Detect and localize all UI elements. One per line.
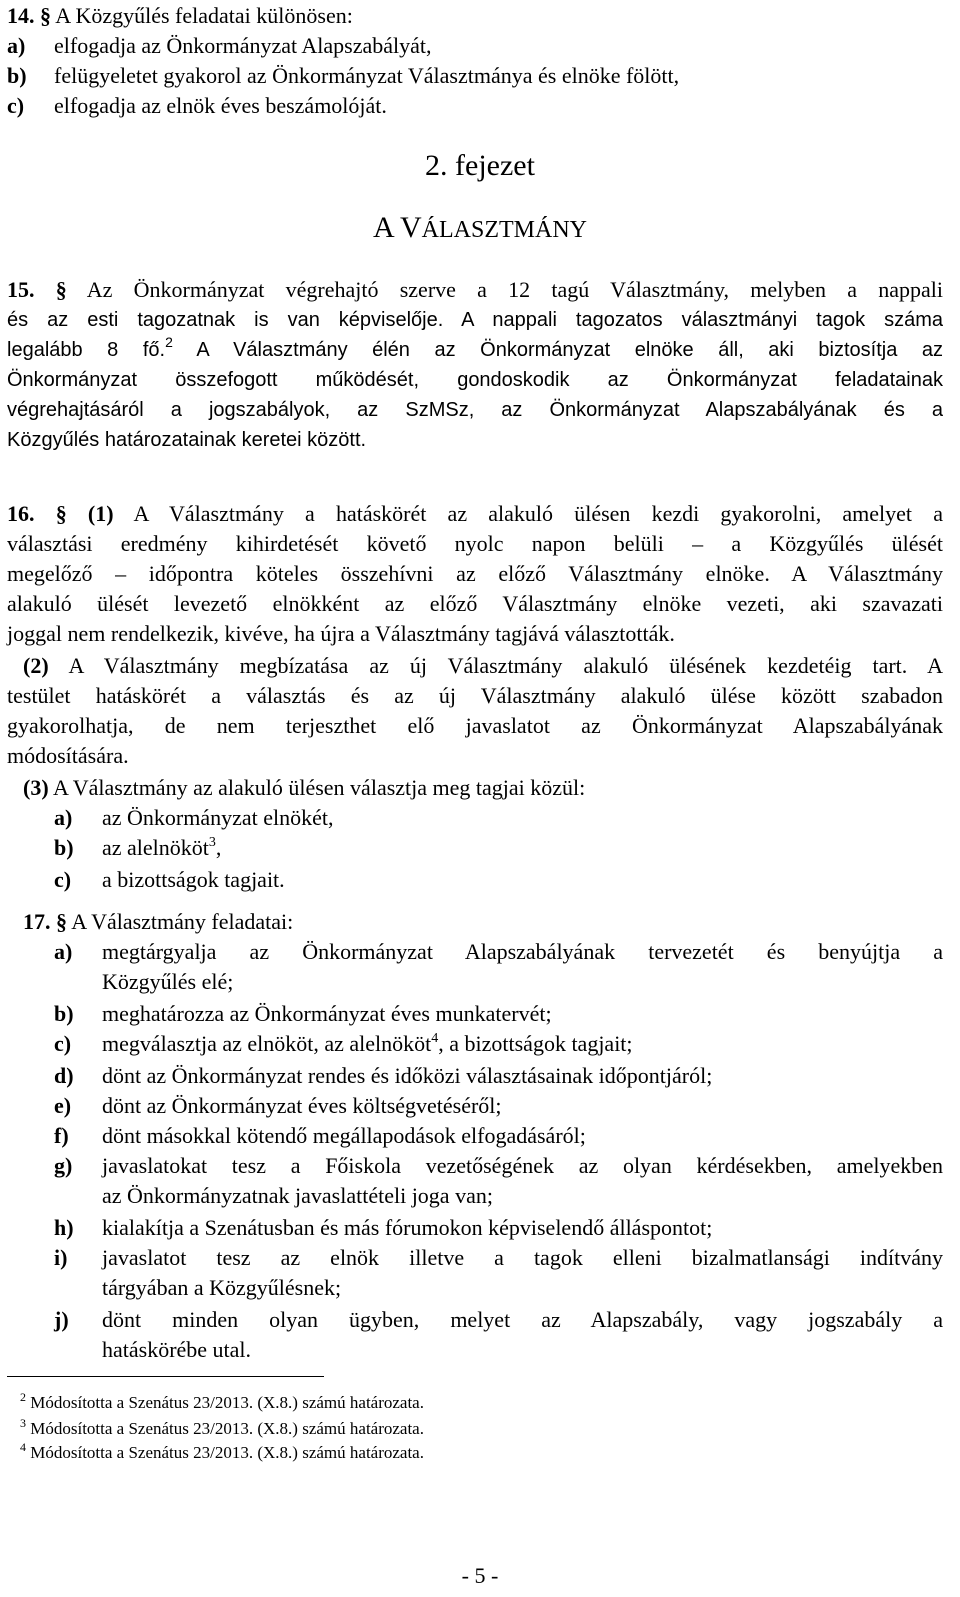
item-label: d) — [54, 1063, 74, 1088]
text-line: joggal nem rendelkezik, kivéve, ha újra a Választmány tagjává választották. — [7, 621, 675, 646]
section-sign: § — [40, 3, 51, 28]
item-text — [102, 1030, 633, 1058]
section-intro: A Választmány feladatai: — [71, 909, 294, 934]
item-label: c) — [7, 93, 25, 118]
section-17-heading — [23, 908, 293, 936]
section-16-line-1 — [7, 500, 943, 528]
footnote — [20, 1392, 424, 1414]
text-line: megelőző – időpontra köteles összehívni az előző Választmány elnöke. A Választmány — [7, 561, 943, 586]
footnote-text: Módosította a Szenátus 23/2013. (X.8.) számú határozata. — [30, 1393, 424, 1412]
text-line: gyakorolhatja, de nem terjeszthet elő javaslatot az Önkormányzat Alapszabályának — [7, 713, 943, 738]
item-text: a bizottságok tagjait. — [102, 867, 285, 892]
paragraph-label: (1) — [87, 501, 114, 526]
item-text: dönt másokkal kötendő megállapodások elfogadásáról; — [102, 1123, 586, 1148]
section-14-heading — [7, 2, 353, 30]
section-number: 16. — [7, 501, 35, 526]
item-label: h) — [54, 1215, 74, 1240]
item-text: elfogadja az elnök éves beszámolóját. — [54, 93, 387, 118]
item-text: felügyeletet gyakorol az Önkormányzat Választmánya és elnöke fölött, — [54, 63, 680, 88]
text-segment: A Választmány az alakuló ülésen választja meg tagjai közül: — [52, 775, 586, 800]
section-sign: § — [56, 909, 67, 934]
item-text: javaslatokat tesz a Főiskola vezetőségének az olyan kérdésekben, amelyekben — [102, 1153, 943, 1178]
text-line: végrehajtásáról a jogszabályok, az SzMSz, az Önkormányzat Alapszabályának és a — [7, 399, 943, 421]
item-label: b) — [54, 835, 74, 860]
footnote-number: 4 — [20, 1440, 26, 1454]
item-label: c) — [54, 1031, 72, 1056]
text-line: és az esti tagozatnak is van képviselője. A nappali tagozatos választmányi tagok száma — [7, 309, 943, 331]
paragraph-label: (2) — [23, 653, 49, 678]
section-number: 17. — [23, 909, 51, 934]
footnote-ref: 3 — [208, 835, 216, 850]
footnote-text: Módosította a Szenátus 23/2013. (X.8.) számú határozata. — [30, 1443, 424, 1462]
item-label: b) — [7, 63, 27, 88]
section-sign: § — [55, 277, 67, 302]
chapter-number: 2. fejezet — [425, 149, 535, 182]
item-text: az Önkormányzatnak javaslattételi joga van; — [102, 1183, 493, 1208]
text-line: Önkormányzat összefogott működését, gondoskodik az Önkormányzat feladatainak — [7, 369, 943, 391]
text-segment: A Választmány a hatáskörét az alakuló ülésen kezdi gyakorolni, amelyet a — [133, 501, 943, 526]
section-number: 14. — [7, 3, 35, 28]
item-text: tárgyában a Közgyűlésnek; — [102, 1275, 342, 1300]
section-sign: § — [55, 501, 67, 526]
footnote-ref: 2 — [165, 334, 173, 350]
item-text: az Önkormányzat elnökét, — [102, 805, 334, 830]
text-segment: megválasztja az elnököt, az alelnököt — [102, 1031, 432, 1056]
item-text: dönt minden olyan ügyben, melyet az Alapszabály, vagy jogszabály a — [102, 1307, 943, 1332]
text-line: testület hatáskörét a választás és az új Választmány alakuló ülése között szabadon — [7, 683, 943, 708]
item-label: g) — [54, 1153, 73, 1178]
item-label: a) — [54, 939, 73, 964]
text-line-with-footnote — [7, 336, 943, 364]
item-text: javaslatot tesz az elnök illetve a tagok elleni bizalmatlansági indítvány — [102, 1245, 943, 1270]
paragraph-3-intro — [23, 774, 585, 802]
item-text: elfogadja az Önkormányzat Alapszabályát, — [54, 33, 432, 58]
item-text: kialakítja a Szenátusban és más fórumokon képviselendő álláspontot; — [102, 1215, 713, 1240]
text-line: módosítására. — [7, 743, 129, 768]
text-line: alakuló ülését levezető elnökként az előző Választmány elnöke vezeti, aki szavazati — [7, 591, 943, 616]
item-label: e) — [54, 1093, 72, 1118]
footnote-ref: 4 — [431, 1031, 439, 1046]
footnote-number: 2 — [20, 1390, 26, 1404]
item-label: f) — [54, 1123, 69, 1148]
text-line: választási eredmény kihirdetését követő nyolc napon belüli – a Közgyűlés ülését — [7, 531, 943, 556]
item-label: i) — [54, 1245, 68, 1270]
chapter-title-first: A V — [373, 211, 422, 244]
item-label: a) — [54, 805, 73, 830]
chapter-title-rest: ÁLASZTMÁNY — [421, 217, 587, 243]
section-15-line-1 — [7, 276, 943, 304]
footnote — [20, 1442, 424, 1464]
text-segment: , — [215, 835, 222, 860]
text-segment: A Választmány élén az Önkormányzat elnöke áll, aki biztosítja az — [196, 339, 943, 361]
text-segment: , a bizottságok tagjait; — [438, 1031, 633, 1056]
item-text — [102, 834, 221, 862]
page-number: - 5 - — [461, 1563, 499, 1588]
item-label: c) — [54, 867, 72, 892]
text-line: Közgyűlés határozatainak keretei között. — [7, 429, 367, 451]
item-text: meghatározza az Önkormányzat éves munkatervét; — [102, 1001, 552, 1026]
item-text: dönt az Önkormányzat rendes és időközi választásainak időpontjáról; — [102, 1063, 713, 1088]
paragraph-label: (3) — [23, 775, 49, 800]
section-intro: A Közgyűlés feladatai különösen: — [55, 3, 353, 28]
text-segment: A Választmány megbízatása az új Választmány alakuló ülésének kezdetéig tart. A — [68, 653, 943, 678]
text-segment: legalább 8 fő. — [7, 339, 166, 361]
chapter-title — [0, 210, 960, 248]
footnote — [20, 1418, 424, 1440]
section-number: 15. — [7, 277, 35, 302]
item-label: j) — [54, 1307, 69, 1332]
footnote-text: Módosította a Szenátus 23/2013. (X.8.) számú határozata. — [30, 1419, 424, 1438]
paragraph-2-line-1 — [23, 652, 943, 680]
footnote-separator — [7, 1376, 324, 1377]
text-line: Az Önkormányzat végrehajtó szerve a 12 tagú Választmány, melyben a nappali — [86, 277, 944, 302]
item-label: a) — [7, 33, 26, 58]
footnote-number: 3 — [20, 1416, 26, 1430]
item-text: dönt az Önkormányzat éves költségvetéséről; — [102, 1093, 502, 1118]
item-text: hatáskörébe utal. — [102, 1337, 252, 1362]
item-text: Közgyűlés elé; — [102, 969, 234, 994]
text-segment: az alelnököt — [102, 835, 209, 860]
item-label: b) — [54, 1001, 74, 1026]
item-text: megtárgyalja az Önkormányzat Alapszabályának tervezetét és benyújtja a — [102, 939, 943, 964]
